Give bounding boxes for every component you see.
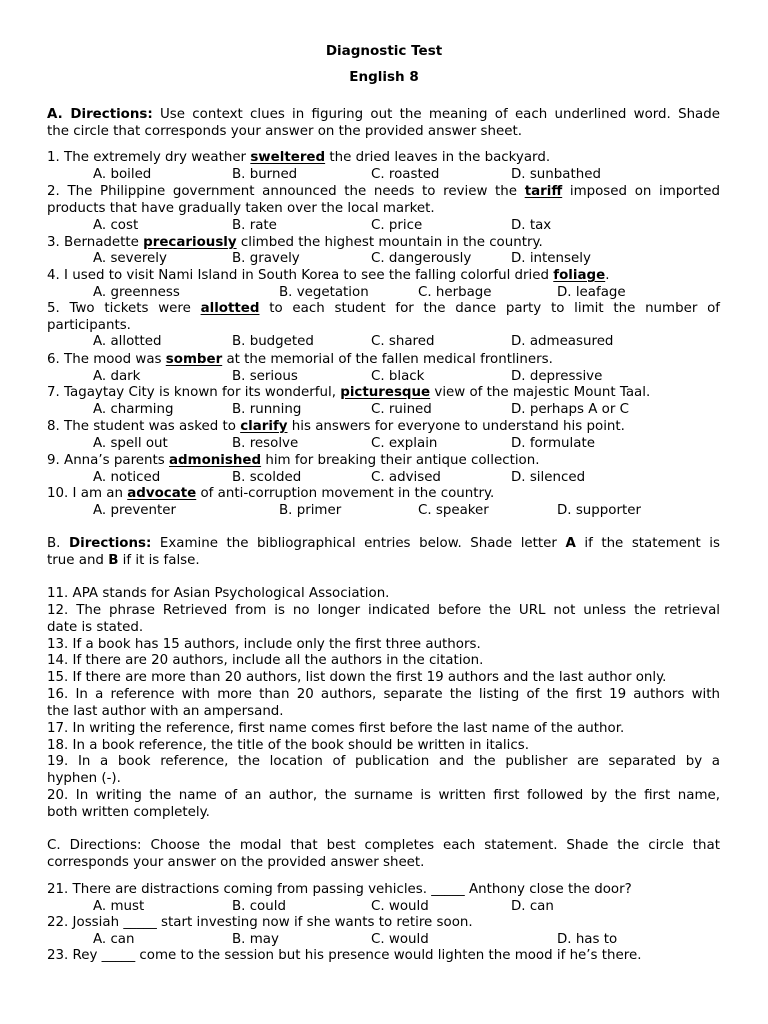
q10-option-b: B. primer bbox=[279, 503, 342, 518]
underlined-word: precariously bbox=[143, 235, 237, 250]
q21-option-d: D. can bbox=[511, 899, 554, 914]
underlined-word: somber bbox=[165, 352, 223, 367]
q8-option-c: C. explain bbox=[371, 436, 438, 451]
q2-option-c: C. price bbox=[371, 218, 423, 233]
question-17: 17. In writing the reference, first name comes first before the last name of the author. bbox=[47, 721, 625, 736]
q22-option-d: D. has to bbox=[557, 932, 618, 947]
q8-option-b: B. resolve bbox=[232, 436, 299, 451]
part-c-directions-line2: corresponds your answer on the provided answer sheet. bbox=[47, 855, 425, 870]
question-3: 3. Bernadette precariously climbed the highest mountain in the country. bbox=[47, 235, 543, 250]
question-23: 23. Rey _____ come to the session but his presence would lighten the mood if he’s there. bbox=[47, 948, 642, 963]
q21-option-c: C. would bbox=[371, 899, 429, 914]
q4-option-b: B. vegetation bbox=[279, 285, 369, 300]
q5-option-b: B. budgeted bbox=[232, 334, 314, 349]
q6-option-c: C. black bbox=[371, 369, 425, 384]
page-title: Diagnostic Test bbox=[325, 43, 443, 59]
question-2: 2. The Philippine government announced the needs to review the tariff imposed on imported bbox=[47, 184, 720, 199]
q4-option-a: A. greenness bbox=[93, 285, 180, 300]
q10-option-d: D. supporter bbox=[557, 503, 641, 518]
question-21: 21. There are distractions coming from passing vehicles. _____ Anthony close the door? bbox=[47, 882, 632, 897]
q9-option-c: C. advised bbox=[371, 470, 441, 485]
q22-option-b: B. may bbox=[232, 932, 279, 947]
part-c-directions-line1: C. Directions: Choose the modal that best completes each statement. Shade the circle that bbox=[47, 838, 720, 853]
question-11: 11. APA stands for Asian Psychological Association. bbox=[47, 586, 390, 601]
underlined-word: clarify bbox=[240, 419, 288, 434]
question-15: 15. If there are more than 20 authors, list down the first 19 authors and the last author only. bbox=[47, 670, 667, 685]
question-20-cont: both written completely. bbox=[47, 805, 210, 820]
q21-option-b: B. could bbox=[232, 899, 286, 914]
part-b-directions-line1: B. Directions: Examine the bibliographical entries below. Shade letter A if the statement is bbox=[47, 536, 720, 551]
part-a-directions-line1: A. Directions: Use context clues in figuring out the meaning of each underlined word. Shade bbox=[47, 107, 720, 122]
q6-option-b: B. serious bbox=[232, 369, 298, 384]
q1-option-c: C. roasted bbox=[371, 167, 440, 182]
question-12: 12. The phrase Retrieved from is no longer indicated before the URL not unless the retrieval bbox=[47, 603, 720, 618]
q4-option-c: C. herbage bbox=[418, 285, 492, 300]
underlined-word: advocate bbox=[127, 486, 197, 501]
question-16: 16. In a reference with more than 20 authors, separate the listing of the first 19 authors with bbox=[47, 687, 720, 702]
q5-option-a: A. allotted bbox=[93, 334, 162, 349]
question-22: 22. Jossiah _____ start investing now if she wants to retire soon. bbox=[47, 915, 473, 930]
q22-option-a: A. can bbox=[93, 932, 135, 947]
q9-option-b: B. scolded bbox=[232, 470, 302, 485]
q9-option-d: D. silenced bbox=[511, 470, 586, 485]
question-1: 1. The extremely dry weather sweltered the dried leaves in the backyard. bbox=[47, 150, 551, 165]
q6-option-a: A. dark bbox=[93, 369, 141, 384]
q2-option-b: B. rate bbox=[232, 218, 277, 233]
underlined-word: admonished bbox=[169, 453, 262, 468]
q21-option-a: A. must bbox=[93, 899, 145, 914]
q10-option-a: A. preventer bbox=[93, 503, 177, 518]
part-a-label: A. Directions: bbox=[47, 107, 153, 122]
question-5: 5. Two tickets were allotted to each student for the dance party to limit the number of bbox=[47, 301, 720, 316]
question-6: 6. The mood was somber at the memorial of the fallen medical frontliners. bbox=[47, 352, 553, 367]
q7-option-d: D. perhaps A or C bbox=[511, 402, 629, 417]
question-10: 10. I am an advocate of anti-corruption movement in the country. bbox=[47, 486, 495, 501]
question-8: 8. The student was asked to clarify his answers for everyone to understand his point. bbox=[47, 419, 625, 434]
question-19-cont: hyphen (-). bbox=[47, 771, 121, 786]
underlined-word: tariff bbox=[524, 184, 563, 199]
q5-option-d: D. admeasured bbox=[511, 334, 614, 349]
question-20: 20. In writing the name of an author, the surname is written first followed by the first name, bbox=[47, 788, 720, 803]
q7-option-c: C. ruined bbox=[371, 402, 432, 417]
question-19: 19. In a book reference, the location of publication and the publisher are separated by a bbox=[47, 754, 720, 769]
q5-option-c: C. shared bbox=[371, 334, 435, 349]
q7-option-a: A. charming bbox=[93, 402, 174, 417]
question-14: 14. If there are 20 authors, include all the authors in the citation. bbox=[47, 653, 484, 668]
part-b-label: Directions: bbox=[68, 536, 152, 551]
underlined-word: allotted bbox=[200, 301, 260, 316]
q8-option-a: A. spell out bbox=[93, 436, 168, 451]
underlined-word: sweltered bbox=[250, 150, 326, 165]
underlined-word: picturesque bbox=[340, 385, 431, 400]
q4-option-d: D. leafage bbox=[557, 285, 626, 300]
q1-option-b: B. burned bbox=[232, 167, 298, 182]
question-9: 9. Anna’s parents admonished him for breaking their antique collection. bbox=[47, 453, 540, 468]
q2-option-a: A. cost bbox=[93, 218, 139, 233]
question-16-cont: the last author with an ampersand. bbox=[47, 704, 284, 719]
question-13: 13. If a book has 15 authors, include only the first three authors. bbox=[47, 637, 481, 652]
q3-option-d: D. intensely bbox=[511, 251, 591, 266]
q3-option-b: B. gravely bbox=[232, 251, 300, 266]
part-b-directions-line2: true and B if it is false. bbox=[47, 553, 200, 568]
q9-option-a: A. noticed bbox=[93, 470, 161, 485]
q10-option-c: C. speaker bbox=[418, 503, 489, 518]
page-subtitle: English 8 bbox=[349, 69, 419, 85]
q22-option-c: C. would bbox=[371, 932, 429, 947]
question-2-cont: products that have gradually taken over the local market. bbox=[47, 201, 435, 216]
part-a-directions-line2: the circle that corresponds your answer on the provided answer sheet. bbox=[47, 124, 522, 139]
question-12-cont: date is stated. bbox=[47, 620, 144, 635]
q3-option-c: C. dangerously bbox=[371, 251, 472, 266]
question-4: 4. I used to visit Nami Island in South Korea to see the falling colorful dried foliage. bbox=[47, 268, 610, 283]
question-7: 7. Tagaytay City is known for its wonderful, picturesque view of the majestic Mount Taal. bbox=[47, 385, 651, 400]
q7-option-b: B. running bbox=[232, 402, 302, 417]
q3-option-a: A. severely bbox=[93, 251, 167, 266]
q2-option-d: D. tax bbox=[511, 218, 552, 233]
q6-option-d: D. depressive bbox=[511, 369, 603, 384]
q8-option-d: D. formulate bbox=[511, 436, 595, 451]
question-18: 18. In a book reference, the title of the book should be written in italics. bbox=[47, 738, 529, 753]
underlined-word: foliage bbox=[553, 268, 606, 283]
q1-option-d: D. sunbathed bbox=[511, 167, 601, 182]
q1-option-a: A. boiled bbox=[93, 167, 152, 182]
question-5-cont: participants. bbox=[47, 318, 131, 333]
